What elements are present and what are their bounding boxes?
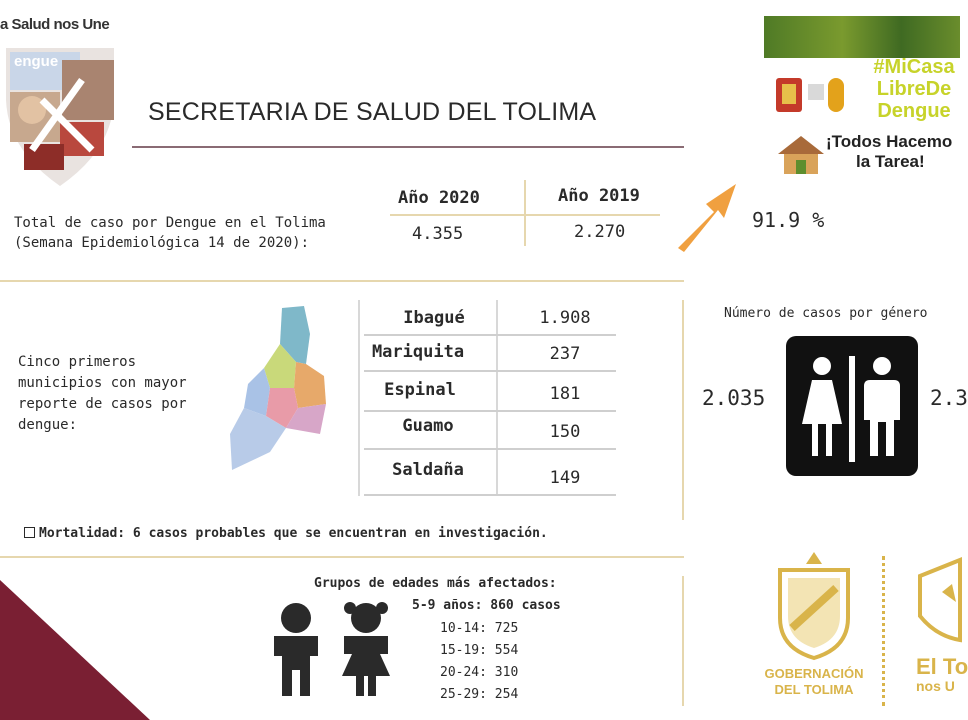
footer-dotted-divider [882, 556, 886, 706]
municipalities-label-line4: dengue: [18, 417, 78, 433]
municipalities-label [18, 352, 187, 436]
slogan-line1: El To [916, 654, 968, 679]
age-group-15-19: 15-19: 554 [440, 643, 519, 658]
bottom-vertical-divider [682, 576, 684, 706]
section-vertical-divider [682, 300, 684, 520]
gender-female-count: 2.035 [702, 386, 766, 410]
year-2020-header: Año 2020 [398, 188, 480, 208]
banner-foliage [764, 16, 960, 58]
totals-label-line1: Total de caso por Dengue en el Tolima [14, 215, 326, 231]
increase-percentage: 91.9 % [752, 208, 825, 232]
el-tolima-slogan [916, 656, 968, 694]
muni-row-rule-1 [364, 334, 616, 336]
age-groups-title: Grupos de edades más afectados: [314, 576, 557, 591]
checkbox-icon [24, 527, 35, 538]
muni-table-center-rule [496, 300, 498, 496]
age-group-20-24: 20-24: 310 [440, 665, 519, 680]
gobernacion-line1: GOBERNACIÓN [764, 666, 864, 681]
gender-male-count: 2.3 [930, 386, 968, 410]
muni-name-1: Ibagué [403, 308, 465, 328]
brand-tagline: a Salud nos Une [0, 16, 110, 33]
banner-todos-line2: la Tarea! [856, 152, 925, 171]
slogan-line2: nos U [916, 678, 955, 694]
gobernacion-text [756, 666, 872, 698]
banner-hashtag-2: LibreDe [876, 78, 952, 100]
banner-todos-line1: ¡Todos Hacemo [826, 132, 953, 151]
campaign-banner [764, 16, 960, 176]
totals-label [14, 213, 326, 253]
section-divider-2 [0, 556, 684, 558]
mortality-text: Mortalidad: 6 casos probables que se encuentran en investigación. [39, 526, 548, 541]
muni-name-2: Mariquita [371, 342, 465, 362]
gov-logos-icon [774, 74, 846, 118]
totals-label-line2: (Semana Epidemiológica 14 de 2020): [14, 235, 310, 251]
muni-row-rule-2 [364, 370, 616, 372]
municipalities-label-line2: municipios con mayor [18, 375, 187, 391]
muni-name-3: Espinal [384, 380, 456, 400]
municipalities-label-line1: Cinco primeros [18, 354, 137, 370]
section-divider-1 [0, 280, 684, 282]
title-divider [132, 146, 684, 148]
totals-column-divider [524, 180, 526, 246]
year-2019-value: 2.270 [574, 222, 626, 242]
page-title: SECRETARIA DE SALUD DEL TOLIMA [148, 98, 597, 126]
muni-row-rule-4 [364, 448, 616, 450]
muni-value-1: 1.908 [539, 308, 591, 328]
gobernacion-crest-icon [772, 548, 856, 660]
dengue-collage-logo [2, 40, 120, 190]
year-2020-value: 4.355 [412, 224, 464, 244]
age-group-25-29: 25-29: 254 [440, 687, 519, 702]
el-tolima-logo-icon [916, 556, 960, 646]
age-group-10-14: 10-14: 725 [440, 621, 519, 636]
restroom-gender-icon [786, 336, 918, 476]
muni-row-rule-3 [364, 410, 616, 412]
banner-hashtag-1: #MiCasa [873, 56, 955, 78]
mortality-note [24, 526, 548, 541]
banner-hashtag-3: Dengue [877, 100, 951, 122]
corner-decoration [0, 580, 160, 720]
increase-arrow-icon [664, 178, 740, 256]
muni-value-5: 149 [549, 468, 581, 488]
house-icon [774, 132, 828, 176]
muni-name-4: Guamo [402, 416, 454, 436]
children-icon [266, 600, 402, 700]
gobernacion-line2: DEL TOLIMA [774, 682, 854, 697]
collage-word: engue [14, 53, 59, 70]
age-group-top: 5-9 años: 860 casos [412, 598, 561, 613]
muni-row-rule-5 [364, 494, 616, 496]
year-2019-header: Año 2019 [558, 186, 640, 206]
muni-value-2: 237 [549, 344, 581, 364]
municipalities-label-line3: reporte de casos por [18, 396, 187, 412]
muni-value-3: 181 [549, 384, 581, 404]
muni-name-5: Saldaña [392, 460, 464, 480]
muni-value-4: 150 [549, 422, 581, 442]
tolima-map-icon [226, 304, 330, 472]
gender-title: Número de casos por género [724, 306, 928, 321]
